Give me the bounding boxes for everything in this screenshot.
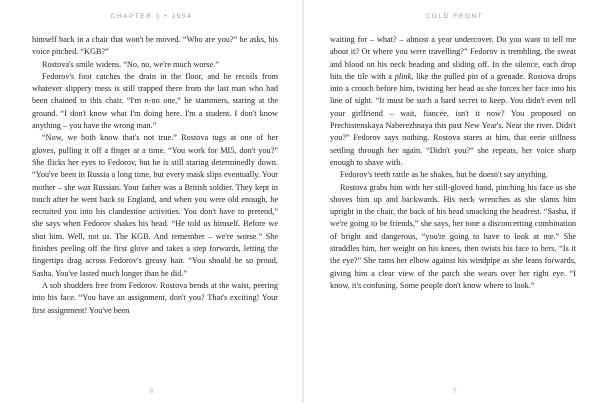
paragraph: Fedorov's foot catches the drain in the floor, and he recoils from whatever slippery mess is still trapped there from the last man who had been chained to this chair. “I'm n-no one,” he stammers, staring at the ground. “I don't know what I'm doing here. I'm a student. I don't know anything – you have the wrong man.” <box>32 71 278 131</box>
running-head-right: COLD FRONT <box>425 13 484 20</box>
right-page-body <box>330 34 576 292</box>
page-number-left: 6 <box>149 388 154 395</box>
emphasis: was <box>77 182 91 192</box>
right-page <box>303 0 606 403</box>
running-head-left: CHAPTER 1 • 1954 <box>110 13 193 20</box>
left-page-body <box>32 34 278 317</box>
paragraph: “Now, we both know that's not true.” Rostova tugs at one of her gloves, pulling it off a finger at a time. “You work for MI5, don't you?” She flicks her eyes to Fedorov, but he is still staring determinedly down. “You've been in Russia a long time, but every mask slips eventually. Your mother – she was Russian. Your father was a British soldier. They kept in touch after he went back to England, and when you were old enough, he recruited you into his clandestine activities. You don't have to pretend,” she says when Fedorov shakes his head. “He told us himself. Before we shot him. Well, not us. The KGB. And remember – we're worse.” She finishes peeling off the first glove and takes a step forwards, letting the fingertips drag across Fedorov's greasy hair. “You should be so proud, Sasha. You've lasted much longer than he did.” <box>32 133 278 278</box>
paragraph: himself back in a chair that won't be moved. “Who are you?” he asks, his voice pitched. “KGB?” <box>32 35 278 57</box>
paragraph: Rostova grabs him with her still-gloved hand, pinching his face as she shoves him up and backwards. His neck wrenches as she slams him upright in the chair, the back of his head smacking the headrest. “Sasha, if we're going to be friends,” she says, her tone a disconcerting combination of bright and dangerous, “you're going to have to look at me.” She straddles him, her weight on his knees, then twists his face to hers. “Is it the eye?” She rams her elbow against his windpipe as she leans forwards, giving him a clear view of the patch she wears over her right eye. “I know, it's confusing. Some people don't know where to look.” <box>330 182 576 290</box>
paragraph: Fedorov's teeth rattle as he shakes, but he doesn't say anything. <box>340 170 548 180</box>
paragraph: waiting for – what? – almost a year undercover. Do you want to tell me about it? Or where you were travelling?” Fedorov is trembling, the sweat and blood on his neck beading and sliding off. In the silence, each drop hits the tile with a plink, like the pulled pin of a grenade. Rostova drops into a crouch before him, twisting her head as she forces her face into his line of sight. “It must be such a hard secret to keep. You didn't even tell your girlfriend – wait, fiancée, isn't it now? You proposed on Prechistenskaya Naberezhnaya this past New Year's. Near the river. Didn't you?” Fedorov says nothing. Rostova stares at him, that eerie stillness settling through her again. “Didn't you?” she repeats, her voice sharp enough to shave with. <box>330 35 576 167</box>
paragraph: Rostova's smile widens. “No, no, we're much worse.” <box>42 59 219 69</box>
page-number-right: 7 <box>452 388 457 395</box>
paragraph: A sob shudders free from Fedorov. Rostova bends at the waist, peering into his face. “You have an assignment, don't you? That's exciting! Your first assignment! You've been <box>32 280 278 315</box>
emphasis: plink <box>394 71 412 81</box>
